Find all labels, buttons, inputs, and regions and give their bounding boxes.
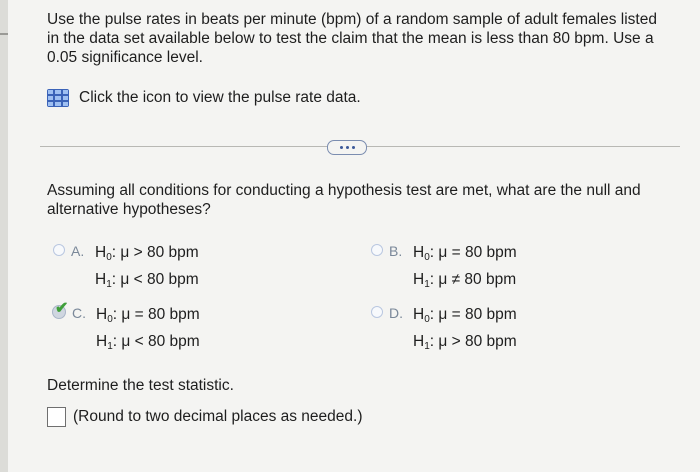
radio-option-d[interactable] — [371, 306, 383, 318]
option-a[interactable] — [53, 242, 199, 296]
problem-prompt: Use the pulse rates in beats per minute (bpm) of a random sample of adult females listed in the data set available below to test the claim that the mean is less than 80 bpm. Use a 0.05 significance level. — [47, 11, 657, 66]
option-letter: D. — [389, 305, 403, 321]
option-a-hypotheses — [95, 242, 199, 296]
null-hypothesis: $H_0$: μ = 80 bpm — [413, 244, 517, 263]
alternative-hypothesis: $H_1$: μ ≠ 80 bpm — [413, 271, 517, 290]
option-c-hypotheses — [96, 304, 200, 358]
view-data-link[interactable] — [47, 88, 361, 108]
option-letter: C. — [72, 305, 86, 321]
radio-option-b[interactable] — [371, 244, 383, 256]
alternative-hypothesis: $H_1$: μ < 80 bpm — [96, 333, 200, 352]
ellipsis-dot-icon — [352, 146, 355, 149]
ellipsis-dot-icon — [340, 146, 343, 149]
left-scroll-edge — [0, 0, 8, 472]
checkmark-icon: ✔ — [55, 300, 69, 317]
expand-more-button[interactable] — [327, 140, 367, 155]
test-statistic-prompt: Determine the test statistic. — [47, 377, 234, 394]
ellipsis-dot-icon — [346, 146, 349, 149]
table-grid-icon[interactable] — [47, 89, 69, 107]
null-hypothesis: $H_0$: μ = 80 bpm — [96, 306, 200, 325]
alternative-hypothesis: $H_1$: μ < 80 bpm — [95, 271, 199, 290]
radio-option-c-selected[interactable] — [52, 300, 69, 319]
rounding-hint: (Round to two decimal places as needed.) — [73, 408, 363, 425]
radio-option-a[interactable] — [53, 244, 65, 256]
option-letter: A. — [71, 243, 85, 259]
question-text: Assuming all conditions for conducting a hypothesis test are met, what are the null and alternative hypotheses? — [47, 182, 641, 218]
alternative-hypothesis: $H_1$: μ > 80 bpm — [413, 333, 517, 352]
option-letter: B. — [389, 243, 403, 259]
null-hypothesis: $H_0$: μ > 80 bpm — [95, 244, 199, 263]
test-statistic-input[interactable] — [47, 407, 66, 427]
null-hypothesis: $H_0$: μ = 80 bpm — [413, 306, 517, 325]
option-d[interactable] — [371, 304, 517, 358]
view-data-label: Click the icon to view the pulse rate data. — [79, 89, 361, 106]
option-b-hypotheses — [413, 242, 517, 296]
option-c[interactable] — [52, 300, 200, 358]
option-b[interactable] — [371, 242, 517, 296]
option-d-hypotheses — [413, 304, 517, 358]
left-edge-marker — [0, 33, 8, 35]
answer-row — [47, 407, 363, 427]
